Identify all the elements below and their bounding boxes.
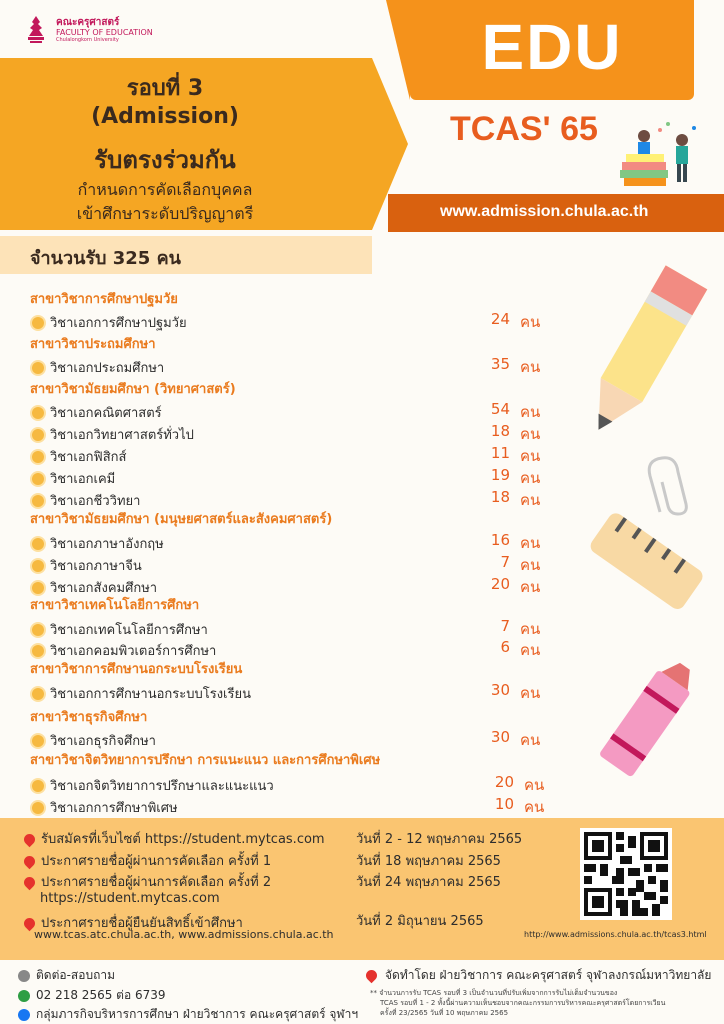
logo-th: คณะครุศาสตร์ xyxy=(56,17,120,28)
pin-icon xyxy=(22,875,38,891)
major-name: วิชาเอกธุรกิจศึกษา xyxy=(50,734,156,749)
sun-bullet-icon xyxy=(32,802,44,814)
capacity-bar xyxy=(0,236,372,274)
seat-count: 30 xyxy=(490,681,510,699)
department-title: สาขาวิชาการศึกษานอกระบบโรงเรียน xyxy=(30,662,243,677)
edu-title: EDU xyxy=(481,11,623,83)
sun-bullet-icon xyxy=(32,495,44,507)
ruler-icon xyxy=(584,500,708,624)
sun-bullet-icon xyxy=(32,582,44,594)
department-title: สาขาวิชาการศึกษาปฐมวัย xyxy=(30,292,178,307)
contact-label: ติดต่อ-สอบถาม xyxy=(36,968,115,982)
major-item xyxy=(32,775,274,796)
footer-phone xyxy=(18,986,166,1005)
department-title: สาขาวิชาเทคโนโลยีการศึกษา xyxy=(30,598,200,613)
footer-note-3: ครั้งที่ 23/2565 วันที่ 10 พฤษภาคม 2565 xyxy=(380,1009,509,1017)
sun-bullet-icon xyxy=(32,780,44,792)
sun-bullet-icon xyxy=(32,407,44,419)
major-name: วิชาเอกภาษาอังกฤษ xyxy=(50,537,164,552)
sun-bullet-icon xyxy=(32,473,44,485)
pencil-icon xyxy=(574,246,714,456)
schedule-item-3 xyxy=(24,871,271,892)
major-item xyxy=(32,468,115,489)
seat-count: 7 xyxy=(500,553,510,571)
schedule-item-3-url[interactable]: https://student.mytcas.com xyxy=(40,891,220,906)
footer-contact xyxy=(18,966,115,985)
major-item xyxy=(32,683,251,704)
schedule-date-2: วันที่ 18 พฤษภาคม 2565 xyxy=(356,854,501,869)
major-name: วิชาเอกคณิตศาสตร์ xyxy=(50,406,162,421)
question-icon xyxy=(18,970,30,982)
seat-count: 18 xyxy=(490,422,510,440)
phone-icon xyxy=(18,990,30,1002)
website-link[interactable]: www.admission.chula.ac.th xyxy=(440,203,649,220)
seat-count: 35 xyxy=(490,355,510,373)
logo-sub: Chulalongkorn University xyxy=(56,37,119,43)
major-name: วิชาเอกเคมี xyxy=(50,472,116,487)
seat-unit: คน xyxy=(520,731,541,749)
schedule-item-2 xyxy=(24,850,271,871)
major-item xyxy=(32,446,127,467)
round-title: รอบที่ 3 xyxy=(126,76,204,101)
seat-unit: คน xyxy=(520,556,541,574)
schedule-websites[interactable]: www.tcas.atc.chula.ac.th, www.admissions.chula.ac.th xyxy=(34,928,334,941)
sun-bullet-icon xyxy=(32,688,44,700)
sun-bullet-icon xyxy=(32,735,44,747)
department-title: สาขาวิชาประถมศึกษา xyxy=(30,337,156,352)
faculty-logo xyxy=(24,14,153,46)
seat-count: 19 xyxy=(490,466,510,484)
seat-unit: คน xyxy=(520,313,541,331)
major-item xyxy=(32,357,164,378)
phone-number[interactable]: 02 218 2565 ต่อ 6739 xyxy=(36,988,166,1002)
website-bar[interactable] xyxy=(388,194,724,232)
major-name: วิชาเอกการศึกษาพิเศษ xyxy=(50,801,178,816)
schedule-text: ประกาศรายชื่อผู้ยืนยันสิทธิ์เข้าศึกษา xyxy=(41,916,243,931)
department-title: สาขาวิชามัธยมศึกษา (มนุษยศาสตร์และสังคมศาสตร์) xyxy=(30,512,333,527)
major-name: วิชาเอกเทคโนโลยีการศึกษา xyxy=(50,623,208,638)
seat-unit: คน xyxy=(520,684,541,702)
schedule-text: รับสมัครที่เว็บไซต์ https://student.mytcas.com xyxy=(41,832,325,847)
department-title: สาขาวิชาธุรกิจศึกษา xyxy=(30,710,148,725)
footer-facebook xyxy=(18,1005,358,1024)
major-item xyxy=(32,424,194,445)
sun-bullet-icon xyxy=(32,645,44,657)
major-item xyxy=(32,555,142,576)
sun-bullet-icon xyxy=(32,451,44,463)
major-name: วิชาเอกจิตวิทยาการปรึกษาและแนะแนว xyxy=(50,779,274,794)
facebook-icon xyxy=(18,1009,30,1021)
major-name: วิชาเอกประถมศึกษา xyxy=(50,361,165,376)
qr-url[interactable]: http://www.admissions.chula.ac.th/tcas3.html xyxy=(524,930,707,939)
major-item xyxy=(32,402,162,423)
organizer-text: จัดทำโดย ฝ่ายวิชาการ คณะครุศาสตร์ จุฬาลงกรณ์มหาวิทยาลัย xyxy=(385,968,712,982)
facebook-group[interactable]: กลุ่มภารกิจบริหารการศึกษา ฝ่ายวิชาการ คณะครุศาสตร์ จุฬาฯ xyxy=(36,1007,359,1021)
pin-icon xyxy=(22,854,38,870)
schedule-date-4: วันที่ 2 มิถุนายน 2565 xyxy=(356,914,484,929)
major-name: วิชาเอกการศึกษานอกระบบโรงเรียน xyxy=(50,687,251,702)
selection-line-2: เข้าศึกษาระดับปริญญาตรี xyxy=(76,204,254,223)
major-name: วิชาเอกภาษาจีน xyxy=(50,559,142,574)
seat-unit: คน xyxy=(520,358,541,376)
seat-count: 20 xyxy=(490,575,510,593)
schedule-text: ประกาศรายชื่อผู้ผ่านการคัดเลือก ครั้งที่ 1 xyxy=(41,854,272,869)
major-name: วิชาเอกวิทยาศาสตร์ทั่วไป xyxy=(50,428,194,443)
major-item xyxy=(32,730,156,751)
seat-count: 30 xyxy=(490,728,510,746)
sun-bullet-icon xyxy=(32,624,44,636)
seat-unit: คน xyxy=(520,403,541,421)
sun-bullet-icon xyxy=(32,560,44,572)
seat-unit: คน xyxy=(520,534,541,552)
logo-en: FACULTY OF EDUCATION xyxy=(56,28,153,37)
major-name: วิชาเอกคอมพิวเตอร์การศึกษา xyxy=(50,644,217,659)
crayon-icon xyxy=(584,654,706,796)
seat-unit: คน xyxy=(520,469,541,487)
major-name: วิชาเอกฟิสิกส์ xyxy=(50,450,127,465)
seat-unit: คน xyxy=(520,578,541,596)
major-item xyxy=(32,533,164,554)
seat-count: 24 xyxy=(490,310,510,328)
location-icon xyxy=(364,968,380,984)
seat-count: 18 xyxy=(490,488,510,506)
major-name: วิชาเอกการศึกษาปฐมวัย xyxy=(50,316,187,331)
sun-bullet-icon xyxy=(32,317,44,329)
sun-bullet-icon xyxy=(32,538,44,550)
schedule-item-1 xyxy=(24,828,325,849)
department-title: สาขาวิชาจิตวิทยาการปรึกษา การแนะแนว และการศึกษาพิเศษ xyxy=(30,753,381,768)
seat-count: 16 xyxy=(490,531,510,549)
seat-unit: คน xyxy=(520,641,541,659)
pin-icon xyxy=(22,832,38,848)
seat-unit: คน xyxy=(520,425,541,443)
schedule-text: ประกาศรายชื่อผู้ผ่านการคัดเลือก ครั้งที่ 2 xyxy=(41,875,272,890)
major-item xyxy=(32,797,178,818)
sun-bullet-icon xyxy=(32,429,44,441)
capacity-text: จำนวนรับ 325 คน xyxy=(30,248,181,269)
seat-count: 10 xyxy=(494,795,514,813)
seat-unit: คน xyxy=(524,798,545,816)
seat-unit: คน xyxy=(520,491,541,509)
edu-banner xyxy=(410,0,694,100)
major-item xyxy=(32,312,187,333)
footer-note-1: ** จำนวนการรับ TCAS รอบที่ 3 เป็นจำนวนที่ปรับเพิ่มจากการรับไม่เต็มจำนวนของ xyxy=(370,989,618,997)
seat-unit: คน xyxy=(524,776,545,794)
selection-line-1: กำหนดการคัดเลือกบุคคล xyxy=(77,180,253,199)
seat-count: 20 xyxy=(494,773,514,791)
chula-seal-icon xyxy=(24,14,48,46)
tcas-title: TCAS' 65 xyxy=(450,110,598,148)
seat-unit: คน xyxy=(520,620,541,638)
major-item xyxy=(32,619,208,640)
students-books-icon xyxy=(614,118,700,190)
footer-organizer xyxy=(366,966,711,985)
rub-title: รับตรงร่วมกัน xyxy=(94,146,236,174)
seat-count: 11 xyxy=(490,444,510,462)
sun-bullet-icon xyxy=(32,362,44,374)
seat-count: 54 xyxy=(490,400,510,418)
qr-code-icon[interactable] xyxy=(580,828,672,920)
admission-title: (Admission) xyxy=(91,104,239,129)
department-title: สาขาวิชามัธยมศึกษา (วิทยาศาสตร์) xyxy=(30,382,236,397)
schedule-date-1: วันที่ 2 - 12 พฤษภาคม 2565 xyxy=(356,832,523,847)
footer-note-2: TCAS รอบที่ 1 - 2 ทั้งนี้ผ่านความเห็นชอบจากคณะกรรมการบริหารคณะครุศาสตร์โดยการเวียน xyxy=(380,999,666,1007)
seat-count: 6 xyxy=(500,638,510,656)
schedule-date-3: วันที่ 24 พฤษภาคม 2565 xyxy=(356,875,501,890)
major-name: วิชาเอกชีววิทยา xyxy=(50,494,141,509)
seat-unit: คน xyxy=(520,447,541,465)
major-name: วิชาเอกสังคมศึกษา xyxy=(50,581,158,596)
seat-count: 7 xyxy=(500,617,510,635)
